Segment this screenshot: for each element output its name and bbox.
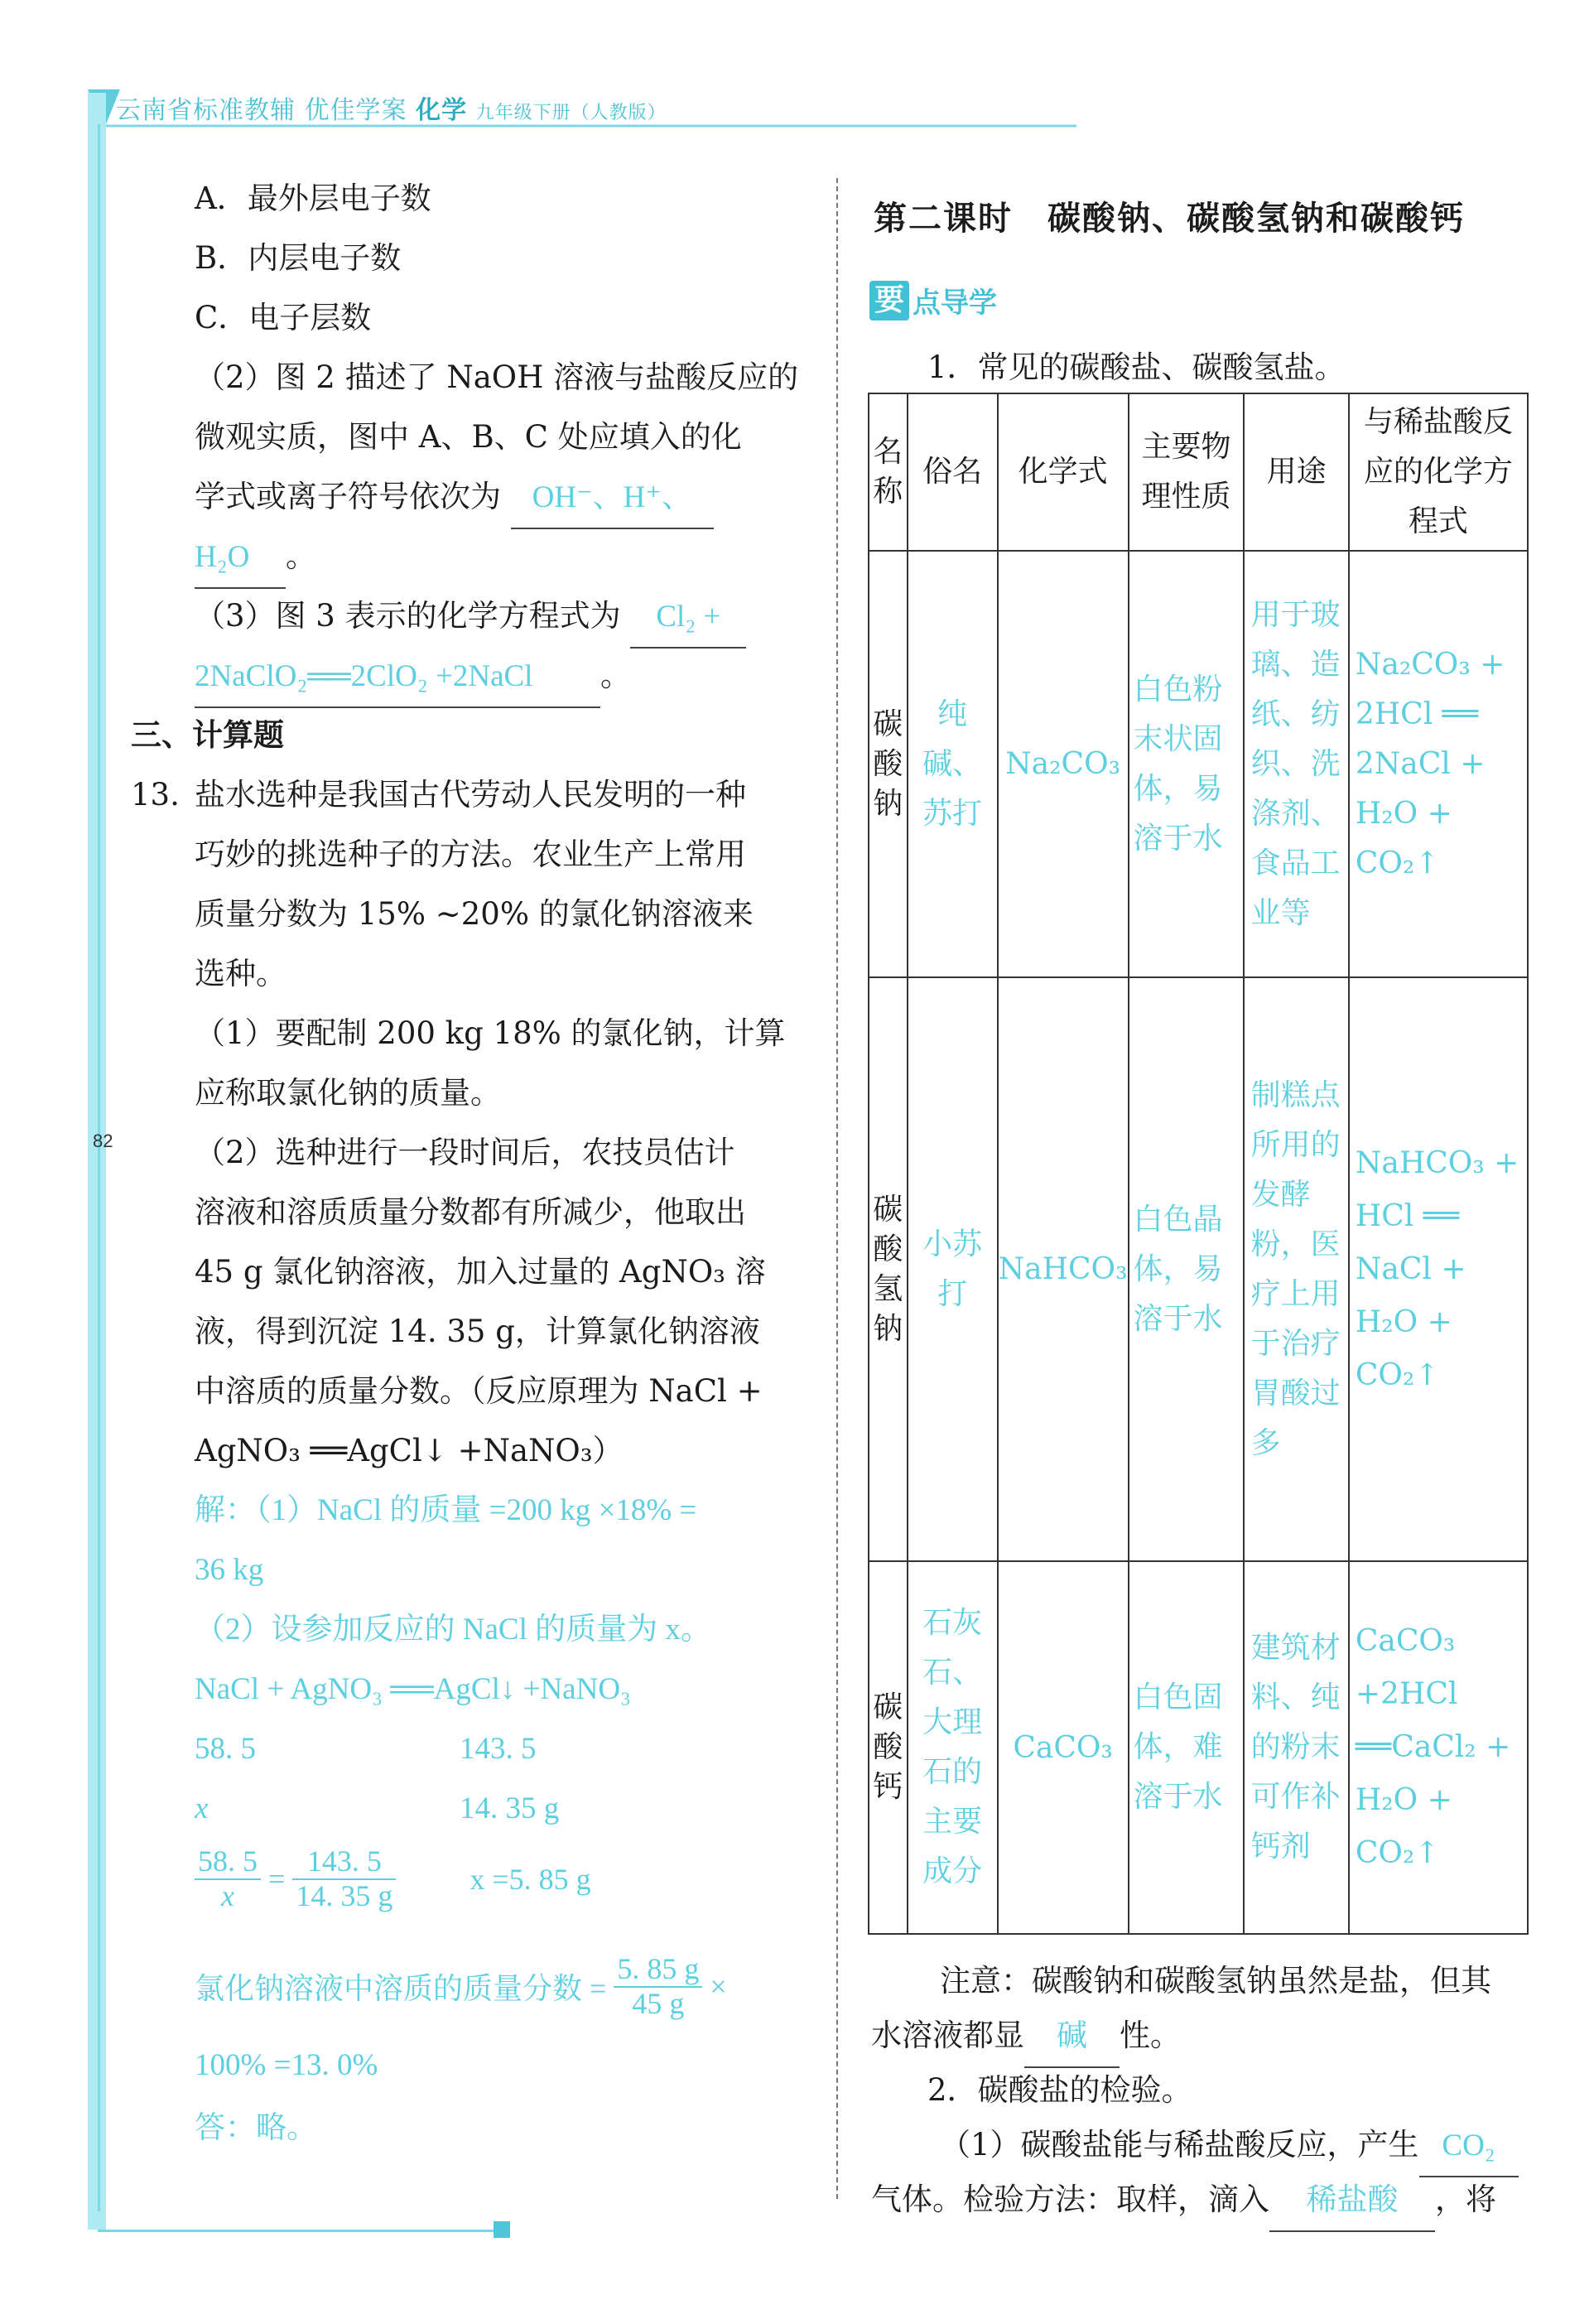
item-2: 2．碳酸盐的检验。 xyxy=(927,2072,1192,2108)
q13-line: 选种。 xyxy=(195,956,287,991)
cell-use: 建筑材料、纯的粉末可作补钙剂 xyxy=(1244,1561,1348,1934)
item-2-1-text: （1）碳酸盐能与稀盐酸反应，产生 xyxy=(940,2127,1419,2162)
left-margin-band xyxy=(88,93,106,2230)
q13-line: 液，得到沉淀 14. 35 g，计算氯化钠溶液 xyxy=(195,1314,760,1349)
cell-name: 碳酸钠 xyxy=(869,551,908,977)
q13-line: 应称取氯化钠的质量。 xyxy=(195,1075,501,1111)
q13-line: 45 g 氯化钠溶液，加入过量的 AgNO₃ 溶 xyxy=(195,1254,766,1290)
cell-reaction: CaCO₃ +2HCl ══CaCl₂ + H₂O + CO₂↑ xyxy=(1349,1561,1528,1934)
solution-line3: （2）设参加反应的 NaCl 的质量为 x。 xyxy=(195,1613,711,1647)
fraction-1-denominator: x xyxy=(221,1878,234,1912)
equals-sign: = xyxy=(268,1862,286,1896)
solution-proportion xyxy=(195,1845,591,1912)
q13-line: 中溶质的质量分数。（反应原理为 NaCl + xyxy=(195,1373,763,1409)
q3-answer-a: Cl₂ + xyxy=(630,587,746,649)
q13-line: （2）选种进行一段时间后，农技员估计 xyxy=(195,1135,735,1170)
q2-answer-b: H₂O xyxy=(195,528,286,589)
cell-formula: NaHCO₃ xyxy=(998,977,1129,1561)
solution-m1: 58. 5 xyxy=(195,1732,256,1766)
q3-end: 。 xyxy=(600,658,631,693)
header-cell: 俗名 xyxy=(908,393,998,551)
option-b: B．内层电子数 xyxy=(195,240,402,276)
item-1: 1．常见的碳酸盐、碳酸氢盐。 xyxy=(927,350,1346,385)
table-row xyxy=(869,1561,1528,1934)
header-cell: 名称 xyxy=(869,393,908,551)
fraction-1-numerator: 58. 5 xyxy=(195,1845,261,1880)
cell-name: 碳酸钙 xyxy=(869,1561,908,1934)
note-end: 性。 xyxy=(1120,2018,1181,2053)
header-cell: 主要物理性质 xyxy=(1129,393,1245,551)
item-2-1-line1 xyxy=(940,2115,1519,2177)
table-row xyxy=(869,977,1528,1561)
q13-line: 盐水选种是我国古代劳动人民发明的一种 xyxy=(195,777,746,812)
lesson-title: 第二课时 碳酸钠、碳酸氢钠和碳酸钙 xyxy=(874,199,1465,238)
cell-use: 用于玻璃、造纸、纺织、洗涤剂、食品工业等 xyxy=(1244,551,1348,977)
concentration-text: 氯化钠溶液中溶质的质量分数 = xyxy=(195,1972,607,2006)
bottom-rule xyxy=(98,2230,495,2232)
fraction-3-denominator: 45 g xyxy=(632,1986,685,2020)
header-cell: 化学式 xyxy=(998,393,1129,551)
option-c: C．电子层数 xyxy=(195,300,372,335)
cell-formula: CaCO₃ xyxy=(998,1561,1129,1934)
column-divider xyxy=(836,178,838,2199)
item-2-1-end: ，将 xyxy=(1435,2182,1496,2217)
section-badge xyxy=(869,280,997,321)
solution-line1: 解：（1）NaCl 的质量 =200 kg ×18% = xyxy=(195,1493,697,1527)
solution-percentage: 100% =13. 0% xyxy=(195,2048,378,2082)
cell-physical: 白色固体，难溶于水 xyxy=(1129,1561,1245,1934)
q2-line3-text: 学式或离子符号依次为 xyxy=(195,479,501,514)
badge-char: 要 xyxy=(869,281,909,321)
badge-text: 点导学 xyxy=(913,287,997,320)
q13-number: 13. xyxy=(131,777,180,812)
solution-m2: 143. 5 xyxy=(460,1732,537,1766)
header-series: 云南省标准教辅 xyxy=(116,96,296,125)
carbonate-table xyxy=(868,393,1529,1935)
item-2-1-line2 xyxy=(871,2170,1496,2232)
cell-physical: 白色粉末状固体，易溶于水 xyxy=(1129,551,1245,977)
table-row xyxy=(869,551,1528,977)
fraction-2-numerator: 143. 5 xyxy=(292,1845,396,1880)
solution-answer: 答：略。 xyxy=(195,2111,317,2145)
fraction-2 xyxy=(292,1845,396,1912)
fraction-3 xyxy=(614,1953,702,2020)
q3-answer-b: 2NaClO₂══2ClO₂ +2NaCl xyxy=(195,647,600,708)
page-number: 82 xyxy=(93,1131,113,1151)
item-2-1-answer2: 稀盐酸 xyxy=(1269,2171,1435,2232)
q13-line: 巧妙的挑选种子的方法。农业生产上常用 xyxy=(195,837,746,872)
fraction-2-denominator: 14. 35 g xyxy=(296,1878,393,1912)
left-margin-line xyxy=(98,124,100,2211)
header-book: 优佳学案 xyxy=(304,96,407,125)
cell-formula: Na₂CO₃ xyxy=(998,551,1129,977)
cell-common-name: 小苏打 xyxy=(908,977,998,1561)
cell-name: 碳酸氢钠 xyxy=(869,977,908,1561)
q2-line3 xyxy=(195,467,714,529)
note-answer: 碱 xyxy=(1024,2007,1120,2068)
table-header-row xyxy=(869,393,1528,551)
item-2-1-text2: 气体。检验方法：取样，滴入 xyxy=(871,2182,1269,2217)
note-text: 水溶液都显 xyxy=(871,2018,1024,2053)
q2-line4 xyxy=(195,527,316,589)
header-grade: 九年级下册（人教版） xyxy=(475,103,667,123)
header-cell: 用途 xyxy=(1244,393,1348,551)
solution-x: x xyxy=(195,1791,209,1825)
solution-concentration xyxy=(195,1953,727,2020)
note-line2 xyxy=(871,2006,1181,2068)
fraction-3-numerator: 5. 85 g xyxy=(614,1953,702,1988)
solution-result: x =5. 85 g xyxy=(470,1862,591,1896)
q2-line1: （2）图 2 描述了 NaOH 溶液与盐酸反应的 xyxy=(195,359,799,395)
item-2-1-answer: CO₂ xyxy=(1419,2116,1519,2177)
cell-physical: 白色晶体，易溶于水 xyxy=(1129,977,1245,1561)
q3-line1 xyxy=(195,586,746,649)
header-subject: 化学 xyxy=(416,96,468,125)
page-header xyxy=(116,89,667,126)
q13-line: 溶液和溶质质量分数都有所减少，他取出 xyxy=(195,1194,746,1230)
cell-reaction: Na₂CO₃ + 2HCl ══ 2NaCl + H₂O + CO₂↑ xyxy=(1349,551,1528,977)
fraction-1 xyxy=(195,1845,261,1912)
bottom-square-icon xyxy=(494,2221,510,2238)
q3-text: （3）图 3 表示的化学方程式为 xyxy=(195,598,621,634)
q3-line2 xyxy=(195,646,631,708)
header-cell: 与稀盐酸反应的化学方程式 xyxy=(1349,393,1528,551)
section-title: 三、计算题 xyxy=(131,717,284,753)
cell-common-name: 纯碱、苏打 xyxy=(908,551,998,977)
q2-line2: 微观实质，图中 A、B、C 处应填入的化 xyxy=(195,419,742,455)
q2-answer-a: OH⁻、H⁺、 xyxy=(511,468,714,529)
solution-line2: 36 kg xyxy=(195,1553,264,1587)
cell-common-name: 石灰石、大理石的主要成分 xyxy=(908,1561,998,1934)
q13-line: （1）要配制 200 kg 18% 的氯化钠，计算 xyxy=(195,1015,786,1051)
cell-use: 制糕点所用的发酵粉，医疗上用于治疗胃酸过多 xyxy=(1244,977,1348,1561)
cell-reaction: NaHCO₃ + HCl ══ NaCl + H₂O + CO₂↑ xyxy=(1349,977,1528,1561)
solution-m3: 14. 35 g xyxy=(460,1791,560,1825)
times-sign: × xyxy=(710,1970,727,2003)
q13-line: AgNO₃ ══AgCl↓ +NaNO₃） xyxy=(195,1433,624,1468)
note-line1: 注意：碳酸钠和碳酸氢钠虽然是盐，但其 xyxy=(940,1963,1491,1999)
option-a: A．最外层电子数 xyxy=(195,181,431,216)
solution-equation: NaCl + AgNO₃ ══AgCl↓ +NaNO₃ xyxy=(195,1672,631,1706)
q2-end: 。 xyxy=(286,538,316,574)
q13-line: 质量分数为 15% ~20% 的氯化钠溶液来 xyxy=(195,896,754,932)
